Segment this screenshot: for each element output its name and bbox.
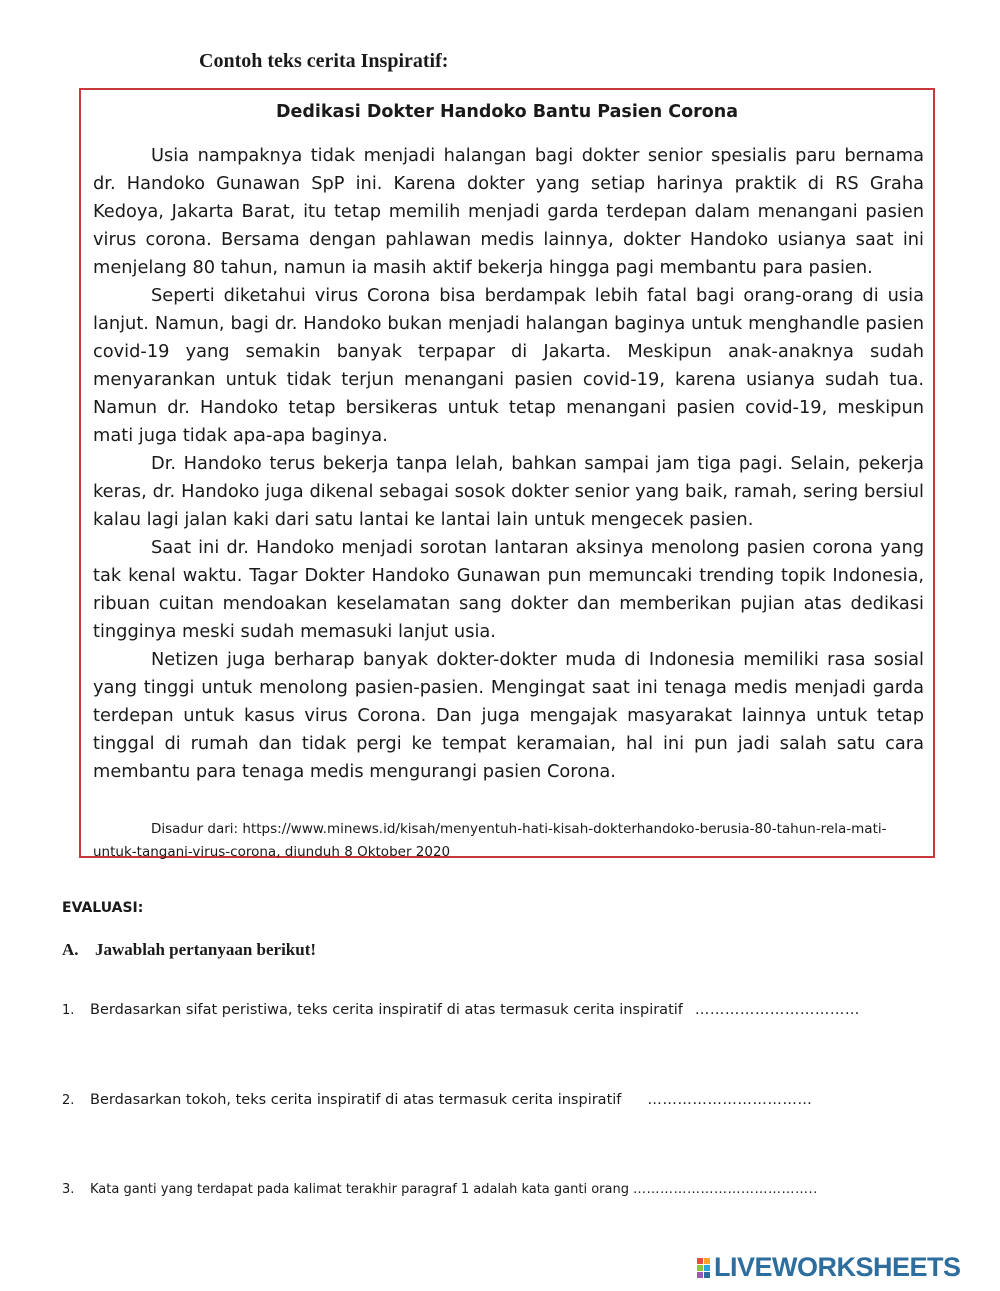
answer-blank[interactable]: …………………………… <box>694 1002 860 1018</box>
story-paragraph-4: Saat ini dr. Handoko menjadi sorotan lantaran aksinya menolong pasien corona yang tak kenal waktu. Tagar Dokter Handoko Gunawan pun memuncaki trending topik Indonesia, ribuan cuitan mendoakan keselamatan sang dokter dan memberikan pujian atas dedikasi tingginya meski sudah memasuki lanjut usia. <box>93 537 924 642</box>
question-number: 2. <box>62 1093 75 1108</box>
section-title: Jawablah pertanyaan berikut! <box>95 940 317 959</box>
page-heading: Contoh teks cerita Inspiratif: <box>199 50 449 72</box>
story-paragraph-3: Dr. Handoko terus bekerja tanpa lelah, bahkan sampai jam tiga pagi. Selain, pekerja keras, dr. Handoko juga dikenal sebagai sosok dokter senior yang baik, ramah, sering bersiul kalau lagi jalan kaki dari satu lantai ke lantai lain untuk mengecek pasien. <box>93 453 924 530</box>
question-3 <box>62 1182 818 1197</box>
question-number: 1. <box>62 1003 75 1018</box>
story-paragraph-1: Usia nampaknya tidak menjadi halangan bagi dokter senior spesialis paru bernama dr. Handoko Gunawan SpP ini. Karena dokter yang setiap harinya praktik di RS Graha Kedoya, Jakarta Barat, itu tetap memilih menjadi garda terdepan dalam menangani pasien virus corona. Bersama dengan pahlawan medis lainnya, dokter Handoko usianya saat ini menjelang 80 tahun, namun ia masih aktif bekerja hingga pagi membantu para pasien. <box>93 145 924 278</box>
section-a-heading <box>62 940 316 960</box>
evaluation-label: EVALUASI: <box>62 900 144 916</box>
story-title: Dedikasi Dokter Handoko Bantu Pasien Corona <box>275 102 739 122</box>
answer-blank[interactable]: ………………………………….. <box>632 1182 818 1197</box>
source-text: Disadur dari: https://www.minews.id/kisah/menyentuh-hati-kisah-dokterhandoko-berusia-80-tahun-rela-mati-untuk-tangani-virus-corona, diunduh 8 Oktober 2020 <box>93 821 887 860</box>
question-2 <box>62 1092 812 1108</box>
story-body <box>93 142 924 786</box>
logo-text: LIVEWORKSHEETS <box>714 1252 961 1282</box>
answer-blank[interactable]: …………………………… <box>647 1092 813 1108</box>
question-text: Kata ganti yang terdapat pada kalimat terakhir paragraf 1 adalah kata ganti orang <box>90 1182 629 1197</box>
section-number: A. <box>62 940 79 959</box>
story-paragraph-2: Seperti diketahui virus Corona bisa berdampak lebih fatal bagi orang-orang di usia lanjut. Namun, bagi dr. Handoko bukan menjadi halangan baginya untuk menghandle pasien covid-19 yang semakin banyak terpapar di Jakarta. Meskipun anak-anaknya sudah menyarankan untuk tidak terjun menangani pasien covid-19, karena usianya sudah tua. Namun dr. Handoko tetap bersikeras untuk tetap menangani pasien covid-19, meskipun mati juga tidak apa-apa baginya. <box>93 285 924 446</box>
logo-mark-icon <box>697 1258 710 1278</box>
question-text: Berdasarkan sifat peristiwa, teks cerita inspiratif di atas termasuk cerita inspiratif <box>90 1002 683 1018</box>
source-citation <box>93 818 913 864</box>
liveworksheets-logo <box>697 1252 961 1283</box>
question-1 <box>62 1002 860 1018</box>
question-text: Berdasarkan tokoh, teks cerita inspiratif di atas termasuk cerita inspiratif <box>90 1092 622 1108</box>
story-paragraph-5: Netizen juga berharap banyak dokter-dokter muda di Indonesia memiliki rasa sosial yang tinggi untuk menolong pasien-pasien. Mengingat saat ini tenaga medis menjadi garda terdepan untuk kasus virus Corona. Dan juga mengajak masyarakat lainnya untuk tetap tinggal di rumah dan tidak pergi ke tempat keramaian, hal ini pun jadi salah satu cara membantu para tenaga medis mengurangi pasien Corona. <box>93 649 924 782</box>
question-number: 3. <box>62 1182 75 1197</box>
story-box <box>79 88 935 858</box>
